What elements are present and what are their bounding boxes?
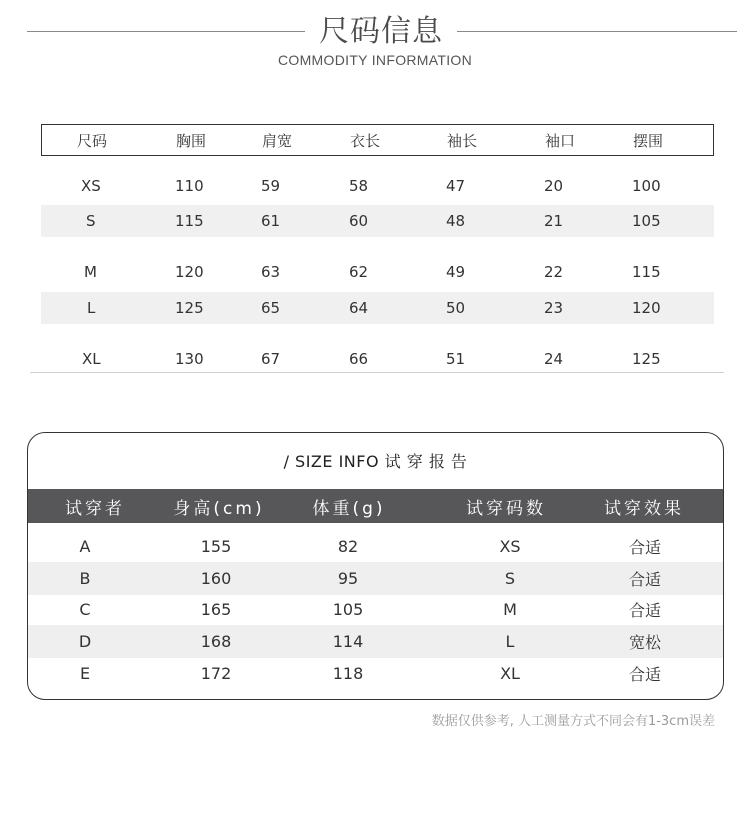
length-cell: 60 bbox=[349, 212, 369, 230]
header-rule-left bbox=[27, 31, 305, 32]
table-row bbox=[41, 342, 714, 375]
shoulder-cell: 65 bbox=[261, 299, 281, 317]
height-cell: 155 bbox=[200, 537, 232, 556]
sleeve-cell: 50 bbox=[446, 299, 466, 317]
try-size-cell: XS bbox=[499, 537, 521, 556]
try-size-cell: M bbox=[503, 600, 517, 619]
chest-cell: 115 bbox=[175, 212, 204, 230]
hem-cell: 105 bbox=[632, 212, 661, 230]
height-cell: 165 bbox=[200, 600, 232, 619]
hem-cell: 100 bbox=[632, 176, 661, 195]
fit-cell: 合适 bbox=[628, 665, 661, 684]
weight-cell: 105 bbox=[332, 600, 364, 619]
weight-cell: 95 bbox=[337, 569, 359, 588]
length-cell: 66 bbox=[349, 349, 369, 368]
size-header-length: 衣长 bbox=[350, 131, 381, 150]
table-row bbox=[41, 292, 714, 324]
cuff-cell: 23 bbox=[544, 299, 564, 317]
hem-cell: 120 bbox=[632, 299, 661, 317]
size-header-hem: 摆围 bbox=[633, 131, 664, 150]
tester-cell: B bbox=[79, 569, 91, 588]
try-size-cell: S bbox=[504, 569, 516, 588]
size-header-size: 尺码 bbox=[77, 131, 108, 150]
size-cell: L bbox=[87, 299, 96, 317]
shoulder-cell: 67 bbox=[261, 349, 281, 368]
size-table-header bbox=[41, 124, 714, 156]
try-header-weight: 体重(g) bbox=[312, 498, 386, 519]
table-row bbox=[28, 593, 723, 626]
weight-cell: 82 bbox=[337, 537, 359, 556]
try-on-report bbox=[27, 432, 724, 700]
cuff-cell: 24 bbox=[544, 349, 564, 368]
page-subtitle: COMMODITY INFORMATION bbox=[278, 52, 472, 68]
try-header-fit: 试穿效果 bbox=[604, 498, 684, 519]
hem-cell: 115 bbox=[632, 262, 661, 281]
table-row bbox=[41, 255, 714, 288]
page-title: 尺码信息 bbox=[319, 14, 443, 49]
sleeve-cell: 51 bbox=[446, 349, 466, 368]
size-header-chest: 胸围 bbox=[176, 131, 207, 150]
sleeve-cell: 49 bbox=[446, 262, 466, 281]
size-cell: XS bbox=[81, 176, 101, 195]
size-table-bottom-rule bbox=[30, 372, 724, 373]
length-cell: 62 bbox=[349, 262, 369, 281]
table-row bbox=[41, 169, 714, 202]
chest-cell: 130 bbox=[175, 349, 204, 368]
height-cell: 160 bbox=[200, 569, 232, 588]
try-size-cell: L bbox=[505, 632, 515, 651]
height-cell: 168 bbox=[200, 632, 232, 651]
weight-cell: 114 bbox=[332, 632, 364, 651]
table-row bbox=[28, 625, 723, 658]
try-size-cell: XL bbox=[500, 664, 520, 683]
table-row bbox=[28, 562, 723, 595]
cuff-cell: 21 bbox=[544, 212, 564, 230]
try-header-height: 身高(cm) bbox=[173, 498, 265, 519]
chest-cell: 120 bbox=[175, 262, 204, 281]
table-row bbox=[41, 205, 714, 237]
tester-cell: C bbox=[79, 600, 91, 619]
fit-cell: 合适 bbox=[628, 570, 661, 589]
length-cell: 58 bbox=[349, 176, 369, 195]
sleeve-cell: 47 bbox=[446, 176, 466, 195]
table-row bbox=[28, 530, 723, 563]
tester-cell: E bbox=[79, 664, 91, 683]
cuff-cell: 20 bbox=[544, 176, 564, 195]
size-header-sleeve: 袖长 bbox=[447, 131, 478, 150]
size-header-shoulder: 肩宽 bbox=[262, 131, 293, 150]
size-cell: XL bbox=[82, 349, 101, 368]
cuff-cell: 22 bbox=[544, 262, 564, 281]
fit-cell: 合适 bbox=[628, 538, 661, 557]
size-cell: S bbox=[86, 212, 96, 230]
chest-cell: 125 bbox=[175, 299, 204, 317]
tester-cell: D bbox=[78, 632, 92, 651]
try-header-size: 试穿码数 bbox=[466, 498, 546, 519]
size-header-cuff: 袖口 bbox=[545, 131, 576, 150]
try-on-title: / SIZE INFO 试 穿 报 告 bbox=[283, 452, 468, 471]
shoulder-cell: 59 bbox=[261, 176, 281, 195]
tester-cell: A bbox=[79, 537, 91, 556]
try-header-tester: 试穿者 bbox=[65, 498, 125, 519]
shoulder-cell: 61 bbox=[261, 212, 281, 230]
measurement-footnote: 数据仅供参考, 人工测量方式不同会有1-3cm误差 bbox=[431, 714, 715, 729]
height-cell: 172 bbox=[200, 664, 232, 683]
hem-cell: 125 bbox=[632, 349, 661, 368]
size-cell: M bbox=[84, 262, 97, 281]
length-cell: 64 bbox=[349, 299, 369, 317]
shoulder-cell: 63 bbox=[261, 262, 281, 281]
sleeve-cell: 48 bbox=[446, 212, 466, 230]
header-rule-right bbox=[457, 31, 737, 32]
chest-cell: 110 bbox=[175, 176, 204, 195]
fit-cell: 合适 bbox=[628, 601, 661, 620]
fit-cell: 宽松 bbox=[628, 633, 661, 652]
try-on-header bbox=[28, 489, 723, 523]
table-row bbox=[28, 657, 723, 690]
weight-cell: 118 bbox=[332, 664, 364, 683]
